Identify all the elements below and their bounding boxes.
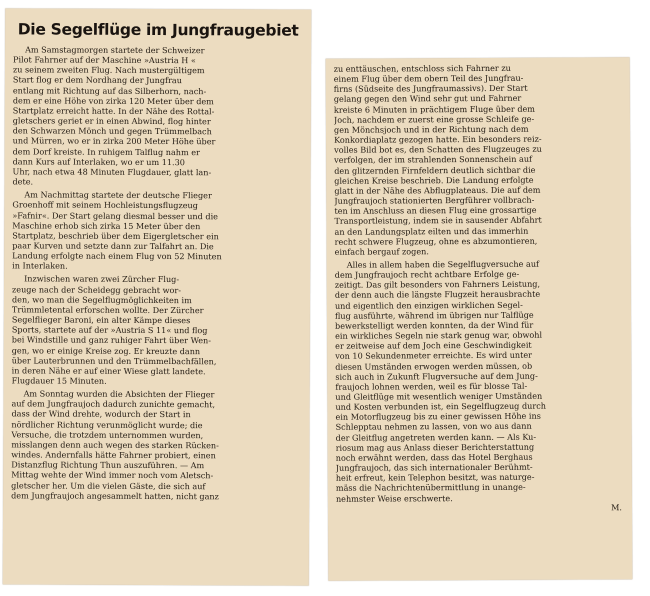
text-line: Landung erfolgte nach einem Flug von 52 Minuten (12, 250, 222, 262)
text-line: und Kosten verbunden ist, ein Segelflugzeug durch (335, 400, 546, 412)
text-line: Segelflieger Baroni, ein alter Kämpe dieses (11, 314, 191, 326)
text-line: einfach bergauf zogen. (334, 246, 429, 257)
text-line: und Mürren, wo er in zirka 200 Meter Höhe über (12, 135, 216, 147)
text-line: Startplatz, beschrieb über dem Eigergletscher ein (12, 230, 219, 242)
text-line: Flugdauer 15 Minuten. (11, 375, 107, 386)
text-line: und eigentlich den einzigen wirklichen Segel- (334, 299, 523, 311)
text-line: windes. Andernfalls hätte Fahrner probiert, einen (11, 449, 216, 461)
text-line: Start flog er dem Nordhang der Jungfrau (12, 74, 182, 86)
text-line: Joch, nachdem er zuerst eine grosse Schleife ge- (333, 113, 535, 125)
text-line: ten im Anschluss an diesen Flug eine grossartige (334, 204, 537, 216)
text-line: Maschine erhob sich zirka 15 Meter über den (12, 220, 201, 231)
text-line: zu seinem zweiten Flug. Nach mustergültigem (12, 64, 205, 76)
text-line: kreiste 6 Minuten in prächtigem Fluge über dem (333, 103, 535, 115)
text-line: Mittag wehte der Wind immer noch vom Aletsch- (11, 469, 214, 481)
text-line: zeitigt. Das gilt besonders von Fahrners Leistung, (334, 278, 541, 291)
text-line: diesen Umständen erwogen werden müssen, ob (335, 360, 533, 372)
text-line: Alles in allem haben die Segelflugversuche auf (346, 258, 540, 270)
text-line: dem er eine Höhe von zirka 120 Meter über dem (12, 95, 214, 107)
text-line: misslangen denn auch wegen des starken Rücken- (11, 439, 219, 451)
text-line: dem Dorf kreiste. In ruhigem Talflug nahm er (12, 145, 200, 157)
newspaper-clipping-left (3, 8, 312, 585)
text-line: mäss die Nachrichtenübermittlung in unange- (335, 482, 526, 494)
paragraph (326, 62, 631, 257)
text-line: Am Sonntag wurden die Absichten der Flieger (23, 388, 215, 400)
text-line: bei Windstille und ganz ruhiger Fahrt über Wen- (11, 334, 212, 346)
text-line: den Schwarzen Mönch und gegen Trümmelbach (12, 125, 212, 137)
article-title: Die Segelflüge im Jungfraugebiet (17, 20, 299, 40)
text-line: Trümmletental erforschen wollte. Der Zürcher (11, 304, 204, 316)
text-line: Jungfraujoch, das sich internationaler Berühmt- (335, 461, 533, 473)
text-line: zu enttäuschen, entschloss sich Fahrner zu (333, 62, 511, 74)
text-line: dass der Wind drehte, wodurch der Start in (11, 408, 191, 420)
text-line: der denn auch die längste Flugzeit herausbrachte (334, 289, 541, 301)
text-line: ein wirkliches Segeln nie stark genug war, obwohl (335, 329, 543, 341)
text-line: Am Nachmittag startete der deutsche Flieger (24, 189, 212, 201)
text-line: Uhr, nach etwa 48 Minuten Flugdauer, glatt lan- (12, 166, 212, 178)
text-line: Sports, startete auf der »Austria S 11« und flog (11, 324, 208, 336)
text-line: bewerkstelligt werden konnten, da der Wind für (335, 319, 534, 331)
text-line: er zeitweise auf dem Joch eine Geschwindigkeit (335, 339, 532, 351)
newspaper-clipping-right (326, 57, 633, 581)
text-line: sich auch in Zukunft Flugversuche auf dem Jung- (335, 370, 538, 382)
text-line: von 10 Sekundenmeter erreichte. Es wird unter (335, 350, 533, 362)
text-line: dem Jungfraujoch angesammelt hatten, nicht ganz (11, 490, 219, 501)
text-line: Schlepptau nehmen zu lassen, von wo aus dann (335, 421, 532, 433)
text-line: gletschers geriet er in einen Abwind, flog hinter (12, 115, 211, 127)
paragraph (4, 190, 310, 273)
text-line: dann Kurs auf Interlaken, wo er um 11.30 (12, 156, 185, 167)
text-line: gletscher her. Um die vielen Gäste, die sich auf (11, 479, 206, 491)
paragraph (3, 388, 309, 501)
text-line: in deren Nähe er auf einer Wiese glatt landete. (11, 365, 206, 377)
article-body-left (3, 44, 311, 501)
text-line: flug ausführte, während im übrigen nur Talflüge (334, 309, 534, 321)
text-line: riosum mag aus Anlass dieser Berichterstattung (335, 441, 535, 453)
text-line: Transportleistung, indem sie in sausender Abfahrt (334, 215, 542, 227)
text-line: Pilot Fahrner auf der Maschine »Austria H « (13, 54, 196, 66)
text-line: entlang mit Richtung auf das Silberhorn, nach- (12, 84, 207, 96)
text-line: fraujoch lohnen werden, weil es für blosse Tal- (335, 380, 528, 392)
text-line: nehmster Weise erschwerte. (335, 492, 453, 504)
paragraph (4, 274, 310, 387)
text-line: nördlicher Richtung verunmöglicht wurde; die (11, 418, 203, 430)
text-line: gelang gegen den Wind sehr gut und Fahrner (333, 93, 522, 105)
text-line: der Gleitflug angetreten werden kann. — Als Ku- (335, 431, 537, 443)
text-line: gleichen Kreise beschrieb. Die Landung erfolgte (334, 174, 534, 186)
text-line: gen Mönchsjoch und in der Richtung nach dem (333, 123, 529, 135)
text-line: einem Flug über dem obern Teil des Jungfrau- (333, 72, 524, 84)
text-line: den glitzernden Firnfeldern deutlich sichtbar die (334, 164, 536, 176)
text-line: firns (Südseite des Jungfraumassivs). Der Start (333, 83, 528, 95)
text-line: Inzwischen waren zwei Zürcher Flug- (24, 273, 180, 285)
paragraph (327, 258, 632, 503)
text-line: heit erfreut, kein Telephon besitzt, was naturge- (335, 471, 535, 484)
text-line: Startplatz erreicht hatte. In der Nähe des Rottal- (12, 105, 215, 117)
text-line: dete. (12, 176, 34, 187)
text-line: Versuche, die trotzdem unternommen wurden, (11, 429, 204, 440)
text-line: in Interlaken. (12, 260, 68, 271)
text-line: gen, wo er einige Kreise zog. Er kreuzte dann (11, 344, 201, 356)
text-line: über Lauterbrunnen und den Trümmelbachfällen, (11, 355, 217, 366)
text-line: noch erwähnt werden, dass das Hotel Berghaus (335, 451, 533, 463)
text-line: Konkordiaplatz gezogen hatte. Ein besonders reiz- (334, 133, 542, 145)
text-line: und Gleitflüge mit wesentlich weniger Umständen (335, 390, 543, 402)
author-signature: M. (611, 501, 623, 513)
text-line: paar Kurven und setzte dann zur Talfahrt an. Die (12, 240, 214, 252)
paragraph (4, 44, 311, 188)
text-line: recht schwere Flugzeug, ohne es abzumontieren, (334, 235, 538, 247)
article-body-right (326, 62, 632, 503)
text-line: volles Bild bot es, den Schatten des Flugzeuges zu (334, 143, 542, 156)
text-line: glatt in der Nähe des Abflugplateaus. Die auf dem (334, 184, 541, 196)
text-line: verfolgen, der im strahlenden Sonnenschein auf (334, 154, 533, 166)
text-line: Jungfraujoch stationierten Bergführer vollbrach- (334, 194, 535, 206)
text-line: dem Jungfraujoch recht achtbare Erfolge ge- (334, 268, 520, 280)
text-line: Groenhoff mit seinem Hochleistungsflugzeug (12, 199, 198, 211)
text-line: den, wo man die Segelflugmöglichkeiten im (11, 294, 192, 305)
text-line: auf dem Jungfraujoch dadurch zunichte gemacht, (11, 398, 216, 410)
text-line: »Fafnir«. Der Start gelang diesmal besser und die (12, 209, 219, 221)
text-line: Distanzflug Richtung Thun auszuführen. — Am (11, 459, 205, 471)
text-line: Am Samstagmorgen startete der Schweizer (25, 44, 205, 56)
text-line: an den Landungsplatz eilten und das immerhin (334, 225, 529, 237)
text-line: ein Motorflugzeug bis zu einer gewissen Höhe ins (335, 410, 541, 423)
text-line: zeuge nach der Scheidegg gebracht wor- (12, 283, 182, 295)
